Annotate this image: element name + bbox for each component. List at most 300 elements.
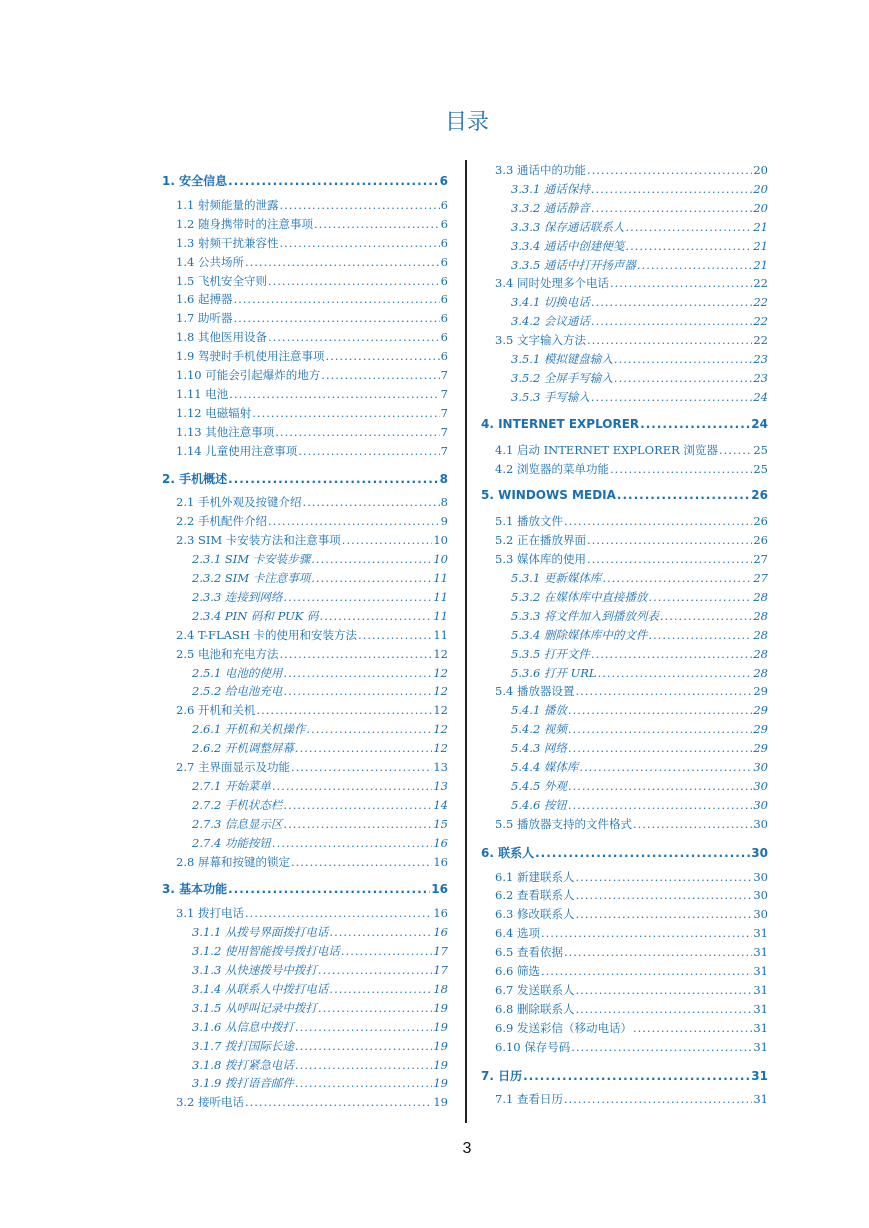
toc-entry-page: 20 <box>753 181 768 196</box>
toc-leader-dots <box>575 907 752 921</box>
toc-leader-dots <box>252 406 439 420</box>
toc-entry[interactable] <box>192 943 448 959</box>
toc-leader-dots <box>575 888 752 902</box>
toc-entry-label: 1.13 其他注意事项 <box>176 424 275 439</box>
toc-leader-dots <box>302 495 439 509</box>
toc-entry-label: 5.3.4 删除媒体库中的文件 <box>511 627 648 642</box>
toc-entry-label: 2.6 开机和关机 <box>176 703 256 718</box>
toc-leader-dots <box>268 514 440 528</box>
toc-entry-page: 30 <box>753 797 768 812</box>
toc-leader-dots <box>272 836 432 850</box>
toc-entry-label: 5.3.3 将文件加入到播放列表 <box>511 608 659 623</box>
toc-entry[interactable] <box>495 869 768 885</box>
toc-leader-dots <box>587 163 752 177</box>
toc-entry-page: 6 <box>440 235 448 250</box>
toc-entry[interactable] <box>176 405 448 421</box>
toc-entry-page: 6 <box>440 311 448 326</box>
toc-entry[interactable] <box>176 532 448 548</box>
toc-entry[interactable] <box>192 1057 448 1073</box>
toc-leader-dots <box>568 741 752 755</box>
toc-leader-dots <box>564 1092 752 1106</box>
toc-leader-dots <box>320 609 433 623</box>
toc-entry[interactable] <box>511 238 768 254</box>
toc-entry-label: 7.1 查看日历 <box>495 1092 563 1107</box>
toc-leader-dots <box>614 352 752 366</box>
toc-entry[interactable] <box>192 740 448 756</box>
toc-entry-page: 28 <box>753 608 768 623</box>
toc-entry-label: 6.8 删除联系人 <box>495 1001 575 1016</box>
toc-leader-dots <box>228 882 430 896</box>
toc-entry-label: 2.7.2 手机状态栏 <box>192 797 283 812</box>
toc-leader-dots <box>295 741 432 755</box>
toc-entry-label: 3.4.2 会议通话 <box>511 314 590 329</box>
toc-entry-label: 2.5 电池和充电方法 <box>176 646 279 661</box>
toc-entry[interactable] <box>176 197 448 213</box>
toc-entry-page: 26 <box>753 533 768 548</box>
toc-leader-dots <box>598 666 753 680</box>
toc-leader-dots <box>571 1040 752 1054</box>
toc-entry[interactable] <box>495 1039 768 1055</box>
toc-entry-label: 6. 联系人 <box>481 845 535 860</box>
toc-entry[interactable] <box>192 962 448 978</box>
toc-leader-dots <box>306 722 432 736</box>
toc-entry-page: 8 <box>439 471 448 486</box>
toc-entry-page: 31 <box>753 926 768 941</box>
toc-entry-page: 23 <box>753 352 768 366</box>
toc-entry-page: 21 <box>753 257 768 272</box>
toc-entry[interactable] <box>495 1091 768 1107</box>
toc-entry[interactable] <box>495 887 768 903</box>
toc-leader-dots <box>279 236 439 250</box>
toc-entry[interactable] <box>176 443 448 459</box>
toc-entry-label: 1. 安全信息 <box>162 174 228 188</box>
toc-entry[interactable] <box>495 906 768 922</box>
toc-entry-label: 3. 基本功能 <box>162 882 228 897</box>
toc-entry[interactable] <box>176 854 448 870</box>
toc-entry-label: 5. WINDOWS MEDIA <box>481 488 616 503</box>
toc-leader-dots <box>298 444 439 458</box>
toc-entry-label: 1.14 儿童使用注意事项 <box>176 443 298 458</box>
toc-leader-dots <box>587 533 752 547</box>
toc-entry-label: 5.5 播放器支持的文件格式 <box>495 816 632 831</box>
toc-leader-dots <box>272 779 432 793</box>
toc-entry-page: 13 <box>433 760 448 774</box>
toc-entry[interactable] <box>511 702 768 718</box>
toc-entry[interactable] <box>495 683 768 699</box>
toc-entry-label: 6.3 修改联系人 <box>495 907 575 922</box>
toc-entry[interactable] <box>192 721 448 737</box>
toc-entry-page: 20 <box>753 200 768 215</box>
toc-entry-page: 31 <box>753 945 768 960</box>
toc-entry-label: 2.3 SIM 卡安装方法和注意事项 <box>176 533 341 548</box>
toc-leader-dots <box>233 311 439 325</box>
toc-leader-dots <box>311 552 432 566</box>
toc-entry-label: 3.4 同时处理多个电话 <box>495 276 609 291</box>
toc-entry-page: 22 <box>753 314 768 329</box>
toc-entry[interactable] <box>176 367 448 383</box>
toc-entry[interactable] <box>511 759 768 775</box>
toc-entry[interactable] <box>511 351 768 367</box>
toc-entry-label: 6.1 新建联系人 <box>495 869 575 884</box>
toc-entry-label: 3.3.1 通话保持 <box>511 181 590 196</box>
toc-entry-page: 31 <box>753 1092 768 1107</box>
toc-entry-page: 25 <box>753 442 768 457</box>
toc-entry-page: 12 <box>433 703 448 718</box>
toc-leader-dots <box>228 472 439 486</box>
toc-entry-page: 28 <box>753 665 768 680</box>
toc-entry[interactable] <box>192 551 448 567</box>
toc-entry[interactable] <box>176 310 448 326</box>
toc-entry-page: 23 <box>753 370 768 385</box>
toc-entry-page: 6 <box>440 292 448 307</box>
toc-entry-page: 16 <box>433 925 448 940</box>
column-divider <box>465 160 467 1123</box>
toc-entry-label: 1.9 驾驶时手机使用注意事项 <box>176 349 325 364</box>
toc-entry-label: 2.3.4 PIN 码和 PUK 码 <box>192 608 319 623</box>
toc-leader-dots <box>564 514 752 528</box>
toc-entry[interactable] <box>511 608 768 624</box>
toc-entry-label: 5.4.1 播放 <box>511 703 567 718</box>
toc-entry-page: 6 <box>440 197 448 212</box>
toc-leader-dots <box>275 425 439 439</box>
toc-entry-page: 12 <box>433 665 448 680</box>
toc-leader-dots <box>256 703 432 717</box>
toc-entry[interactable] <box>192 1038 448 1054</box>
toc-leader-dots <box>575 684 752 698</box>
toc-entry-page: 18 <box>433 981 448 996</box>
toc-entry[interactable] <box>176 386 448 402</box>
toc-entry[interactable] <box>511 200 768 216</box>
toc-leader-dots <box>283 684 432 698</box>
toc-leader-dots <box>640 417 750 431</box>
toc-leader-dots <box>311 571 432 585</box>
toc-entry-label: 3.1.3 从快速拨号中拨打 <box>192 963 317 977</box>
toc-entry-label: 2.6.1 开机和关机操作 <box>192 722 306 737</box>
toc-entry-label: 6.10 保存号码 <box>495 1039 571 1054</box>
toc-entry-page: 12 <box>433 684 448 699</box>
toc-leader-dots <box>295 1039 432 1053</box>
toc-entry-label: 2.1 手机外观及按键介绍 <box>176 495 302 510</box>
toc-entry[interactable] <box>511 589 768 605</box>
toc-entry-page: 24 <box>751 416 768 431</box>
toc-entry-page: 10 <box>433 552 448 567</box>
toc-leader-dots <box>579 760 752 774</box>
toc-entry[interactable] <box>192 924 448 940</box>
toc-leader-dots <box>719 443 752 457</box>
toc-entry-label: 6.9 发送彩信（移动电话） <box>495 1020 632 1035</box>
toc-entry-label: 3.1.2 使用智能拨号拨打电话 <box>192 944 340 959</box>
toc-entry-page: 7 <box>440 386 448 401</box>
toc-entry-label: 2.2 手机配件介绍 <box>176 514 267 529</box>
toc-entry[interactable] <box>176 273 448 289</box>
toc-entry-label: 5.3.2 在媒体库中直接播放 <box>511 589 648 604</box>
toc-entry[interactable] <box>176 759 448 775</box>
toc-entry-page: 31 <box>753 1020 768 1035</box>
toc-leader-dots <box>283 817 432 831</box>
toc-entry-label: 3.2 接听电话 <box>176 1095 244 1110</box>
page-title: 目录 <box>444 110 489 135</box>
toc-entry-label: 1.8 其他医用设备 <box>176 330 267 345</box>
toc-entry-label: 5.2 正在播放界面 <box>495 533 586 548</box>
toc-entry[interactable] <box>495 513 768 529</box>
toc-entry-page: 15 <box>433 816 448 831</box>
toc-entry[interactable] <box>495 1020 768 1036</box>
toc-leader-dots <box>245 255 440 269</box>
toc-entry-page: 19 <box>433 1095 448 1110</box>
toc-leader-dots <box>358 628 432 642</box>
toc-entry-page: 31 <box>753 1001 768 1016</box>
toc-entry-label: 3.3.4 通话中创建便笺 <box>511 238 625 253</box>
toc-entry-label: 4.1 启动 INTERNET EXPLORER 浏览器 <box>495 442 718 457</box>
toc-entry-page: 22 <box>753 333 768 348</box>
toc-entry-label: 2.6.2 开机调整屏幕 <box>192 741 294 756</box>
toc-entry-page: 16 <box>431 882 448 897</box>
toc-entry-label: 5.4 播放器设置 <box>495 684 575 699</box>
toc-entry-page: 11 <box>433 589 448 604</box>
toc-leader-dots <box>245 906 432 920</box>
toc-entry[interactable] <box>176 235 448 251</box>
toc-entry-page: 31 <box>753 982 768 997</box>
toc-entry[interactable] <box>481 1067 768 1084</box>
toc-entry-label: 3.1.1 从拨号界面拨打电话 <box>192 925 329 940</box>
toc-leader-dots <box>591 201 752 215</box>
toc-entry-label: 5.4.4 媒体库 <box>511 760 579 774</box>
toc-entry-label: 3.5.3 手写输入 <box>511 389 590 404</box>
toc-entry[interactable] <box>176 254 448 270</box>
toc-leader-dots <box>568 703 752 717</box>
toc-entry-page: 13 <box>433 778 448 793</box>
toc-entry-label: 5.3.5 打开文件 <box>511 646 590 661</box>
toc-entry-label: 2.7.1 开始菜单 <box>192 778 271 793</box>
toc-entry-label: 6.7 发送联系人 <box>495 982 575 997</box>
toc-entry[interactable] <box>176 424 448 440</box>
toc-entry[interactable] <box>192 683 448 699</box>
toc-entry-page: 6 <box>440 349 448 364</box>
toc-entry-label: 3.1 拨打电话 <box>176 906 244 921</box>
toc-entry-label: 6.4 选项 <box>495 926 540 941</box>
toc-entry[interactable] <box>192 981 448 997</box>
toc-leader-dots <box>268 330 440 344</box>
toc-entry[interactable] <box>192 816 448 832</box>
toc-entry-page: 12 <box>433 722 448 737</box>
toc-entry[interactable] <box>192 778 448 794</box>
toc-entry[interactable] <box>176 646 448 662</box>
toc-entry[interactable] <box>495 442 768 458</box>
toc-entry[interactable] <box>176 627 448 643</box>
toc-entry[interactable] <box>192 1019 448 1035</box>
toc-entry-label: 5.1 播放文件 <box>495 514 563 529</box>
toc-leader-dots <box>575 983 752 997</box>
toc-entry-label: 3.1.9 拨打语音邮件 <box>192 1076 294 1091</box>
toc-entry-label: 2.8 屏幕和按键的锁定 <box>176 854 290 869</box>
toc-entry-page: 30 <box>753 907 768 922</box>
toc-entry-label: 2.5.1 电池的使用 <box>192 665 283 680</box>
toc-entry[interactable] <box>192 797 448 813</box>
toc-entry[interactable] <box>192 570 448 586</box>
toc-entry[interactable] <box>192 665 448 681</box>
toc-leader-dots <box>625 220 752 234</box>
toc-entry[interactable] <box>511 627 768 643</box>
toc-leader-dots <box>295 1020 432 1034</box>
toc-entry[interactable] <box>511 646 768 662</box>
toc-entry-label: 2.7.3 信息显示区 <box>192 816 283 831</box>
toc-entry[interactable] <box>495 461 768 477</box>
toc-entry-page: 19 <box>433 1038 448 1053</box>
toc-entry-label: 2.3.1 SIM 卡安装步骤 <box>192 552 311 567</box>
toc-entry-page: 30 <box>753 760 768 774</box>
toc-entry[interactable] <box>162 880 448 897</box>
toc-leader-dots <box>591 295 752 309</box>
toc-entry[interactable] <box>511 257 768 273</box>
toc-leader-dots <box>295 1076 432 1090</box>
toc-leader-dots <box>318 963 432 977</box>
toc-entry[interactable] <box>176 513 448 529</box>
toc-entry-label: 2.7.4 功能按钮 <box>192 835 271 850</box>
toc-entry-label: 1.5 飞机安全守则 <box>176 273 267 288</box>
toc-entry-label: 1.4 公共场所 <box>176 254 244 269</box>
toc-entry-page: 28 <box>753 646 768 661</box>
toc-entry[interactable] <box>192 1000 448 1016</box>
toc-leader-dots <box>321 368 439 382</box>
toc-entry-page: 31 <box>753 964 768 978</box>
toc-entry-label: 1.2 随身携带时的注意事项 <box>176 216 313 231</box>
toc-entry-label: 4.2 浏览器的菜单功能 <box>495 461 609 476</box>
toc-entry-label: 2.5.2 给电池充电 <box>192 684 283 699</box>
toc-entry[interactable] <box>176 216 448 232</box>
toc-entry[interactable] <box>495 925 768 941</box>
toc-entry[interactable] <box>495 551 768 567</box>
toc-entry-page: 27 <box>753 571 768 585</box>
toc-leader-dots <box>283 666 432 680</box>
toc-entry-page: 22 <box>753 295 768 310</box>
toc-entry[interactable] <box>162 172 448 189</box>
toc-entry-label: 3.5 文字输入方法 <box>495 333 586 348</box>
toc-entry[interactable] <box>511 740 768 756</box>
toc-leader-dots <box>610 462 752 476</box>
toc-entry[interactable] <box>495 1001 768 1017</box>
toc-entry-page: 30 <box>751 845 768 860</box>
toc-entry-label: 5.4.5 外观 <box>511 778 567 793</box>
toc-leader-dots <box>648 628 752 642</box>
toc-leader-dots <box>228 174 439 188</box>
toc-entry-page: 16 <box>433 854 448 869</box>
toc-entry[interactable] <box>176 329 448 345</box>
toc-entry-label: 3.5.1 模拟键盘输入 <box>511 352 613 366</box>
toc-entry[interactable] <box>495 944 768 960</box>
toc-leader-dots <box>591 647 752 661</box>
toc-entry-page: 30 <box>753 869 768 884</box>
toc-entry[interactable] <box>511 665 768 681</box>
toc-entry-label: 3.1.7 拨打国际长途 <box>192 1038 294 1053</box>
toc-entry[interactable] <box>176 291 448 307</box>
toc-entry-label: 1.12 电磁辐射 <box>176 405 252 420</box>
toc-leader-dots <box>602 571 752 585</box>
toc-entry[interactable] <box>176 905 448 921</box>
toc-entry-label: 5.4.2 视频 <box>511 722 567 737</box>
toc-leader-dots <box>660 609 752 623</box>
toc-entry[interactable] <box>176 348 448 364</box>
toc-leader-dots <box>291 855 432 869</box>
toc-leader-dots <box>568 798 752 812</box>
toc-entry[interactable] <box>495 982 768 998</box>
toc-entry[interactable] <box>192 835 448 851</box>
toc-entry[interactable] <box>511 721 768 737</box>
toc-entry-page: 31 <box>751 1068 768 1083</box>
toc-leader-dots <box>575 870 752 884</box>
toc-entry-page: 7 <box>440 368 448 382</box>
toc-entry-label: 1.6 起搏器 <box>176 292 233 307</box>
toc-entry-page: 21 <box>753 219 768 234</box>
toc-leader-dots <box>279 198 439 212</box>
toc-leader-dots <box>229 387 439 401</box>
toc-entry[interactable] <box>495 532 768 548</box>
toc-entry-label: 2.4 T-FLASH 卡的使用和安装方法 <box>176 627 358 642</box>
toc-entry[interactable] <box>511 570 768 586</box>
toc-entry[interactable] <box>176 1094 448 1110</box>
toc-entry[interactable] <box>511 181 768 197</box>
toc-entry-page: 20 <box>753 163 768 177</box>
toc-entry[interactable] <box>176 702 448 718</box>
toc-entry[interactable] <box>511 370 768 386</box>
toc-entry-label: 3.3 通话中的功能 <box>495 163 586 177</box>
toc-entry[interactable] <box>511 389 768 405</box>
toc-entry[interactable] <box>495 332 768 348</box>
toc-leader-dots <box>329 982 432 996</box>
toc-entry[interactable] <box>481 417 768 431</box>
toc-entry-page: 19 <box>433 1076 448 1091</box>
toc-entry-label: 5.4.6 按钮 <box>511 797 567 812</box>
toc-entry[interactable] <box>192 1075 448 1091</box>
toc-entry-label: 3.1.5 从呼叫记录中拨打 <box>192 1000 317 1015</box>
toc-entry[interactable] <box>511 313 768 329</box>
toc-entry[interactable] <box>495 275 768 291</box>
toc-entry[interactable] <box>511 778 768 794</box>
toc-leader-dots <box>291 760 432 774</box>
toc-entry-page: 12 <box>433 646 448 661</box>
toc-entry-label: 1.7 助听器 <box>176 311 233 326</box>
toc-leader-dots <box>648 590 752 604</box>
toc-entry[interactable] <box>495 963 768 979</box>
toc-entry[interactable] <box>511 294 768 310</box>
toc-entry-page: 31 <box>753 1039 768 1054</box>
toc-entry-page: 29 <box>753 684 768 699</box>
toc-leader-dots <box>587 552 752 566</box>
toc-entry[interactable] <box>511 219 768 235</box>
toc-entry[interactable] <box>192 608 448 624</box>
toc-entry-page: 7 <box>440 443 448 458</box>
toc-leader-dots <box>614 371 752 385</box>
toc-entry[interactable] <box>495 816 768 832</box>
toc-entry-page: 17 <box>433 963 448 977</box>
toc-entry[interactable] <box>481 488 768 502</box>
toc-entry[interactable] <box>192 589 448 605</box>
toc-entry-label: 6.5 查看依据 <box>495 945 563 960</box>
toc-entry-label: 6.6 筛选 <box>495 964 540 978</box>
toc-leader-dots <box>625 239 752 253</box>
toc-entry[interactable] <box>481 844 768 861</box>
toc-leader-dots <box>341 944 432 958</box>
toc-leader-dots <box>591 182 752 196</box>
toc-entry-label: 1.10 可能会引起爆炸的地方 <box>176 368 321 382</box>
toc-entry-label: 3.3.2 通话静音 <box>511 200 590 215</box>
toc-entry[interactable] <box>495 162 768 178</box>
toc-entry-page: 22 <box>753 276 768 291</box>
toc-entry[interactable] <box>162 470 448 487</box>
toc-entry[interactable] <box>511 797 768 813</box>
toc-entry[interactable] <box>176 494 448 510</box>
toc-entry-label: 2.3.3 连接到网络 <box>192 589 283 604</box>
toc-entry-page: 11 <box>433 627 448 642</box>
